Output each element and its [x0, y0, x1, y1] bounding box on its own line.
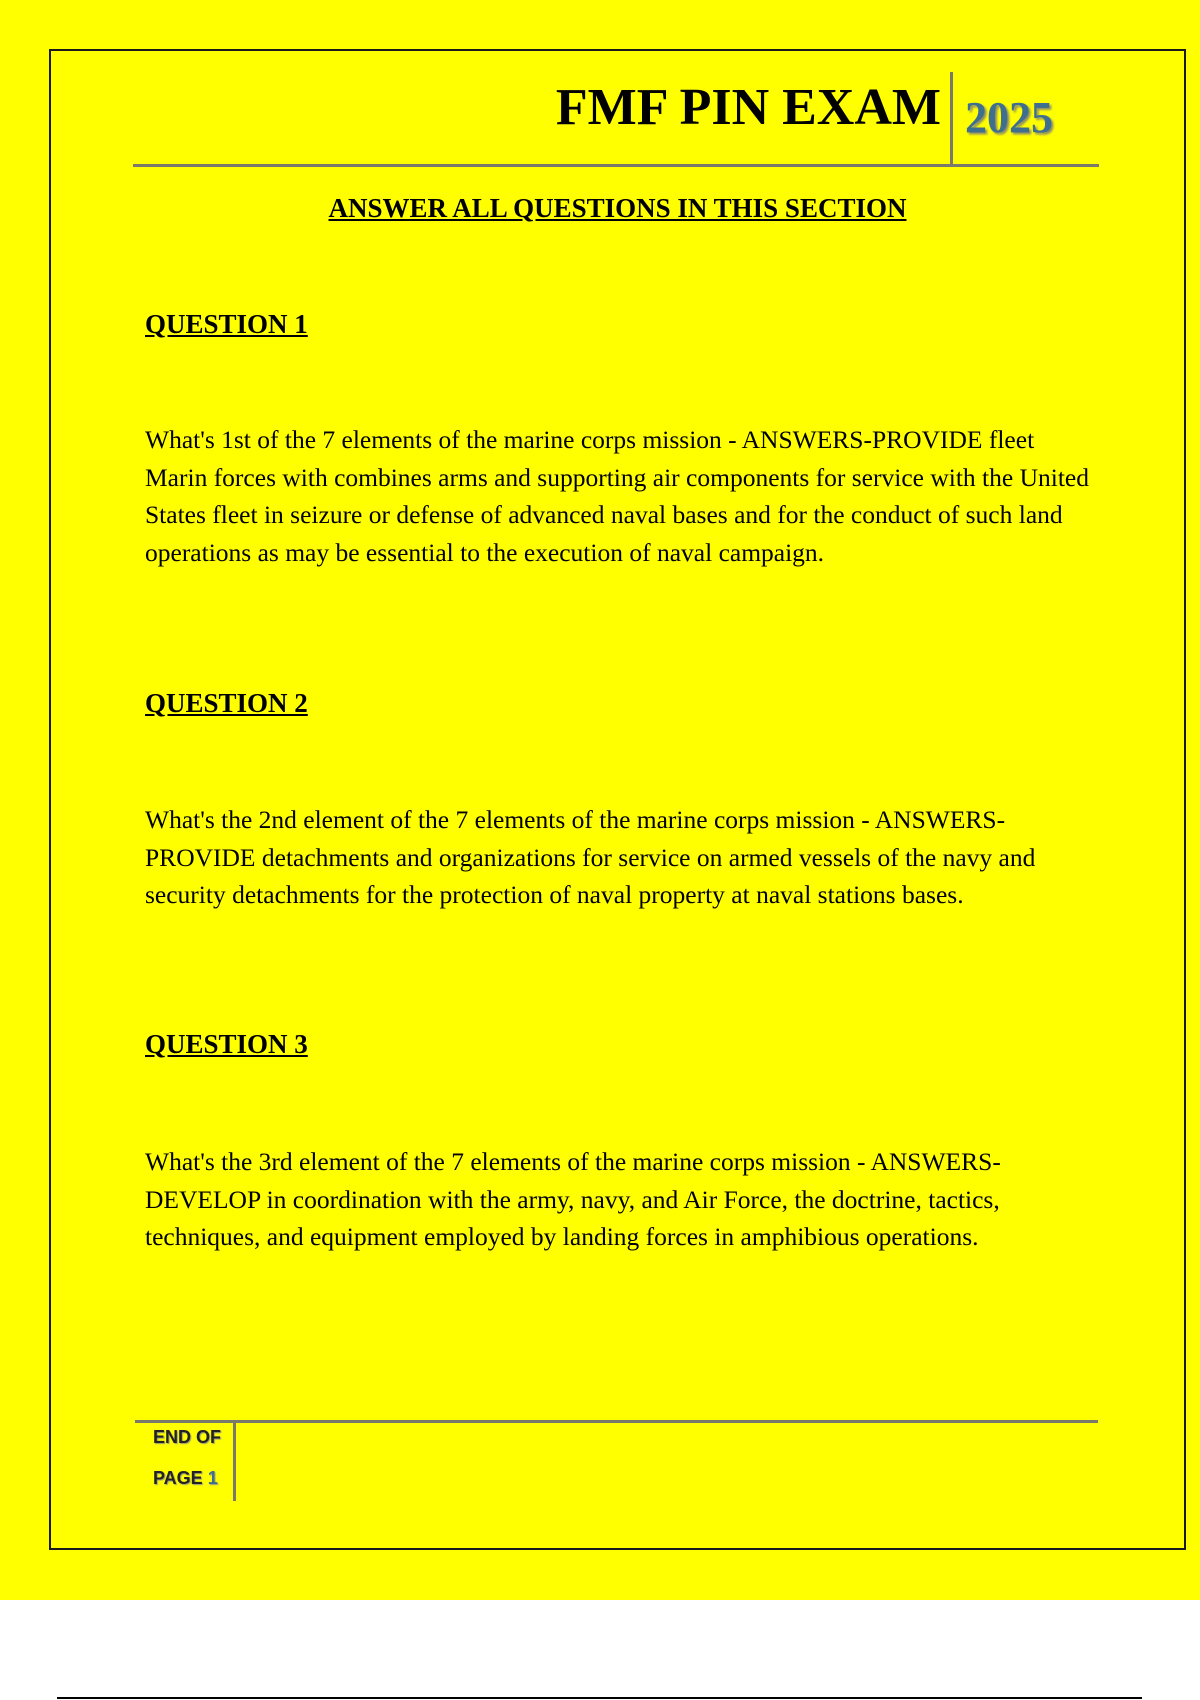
footer-page-label [153, 1468, 218, 1489]
question-3-heading: QUESTION 3 [145, 1029, 308, 1059]
header-divider [950, 72, 953, 164]
page-border-frame [49, 49, 1186, 1550]
question-1-heading: QUESTION 1 [145, 309, 308, 339]
exam-year: 2025 [965, 93, 1053, 142]
section-heading: ANSWER ALL QUESTIONS IN THIS SECTION [328, 193, 907, 223]
page-header [133, 72, 1099, 167]
footer-divider [233, 1423, 236, 1501]
page-footer [135, 1420, 1098, 1501]
question-2-text: What's the 2nd element of the 7 elements of the marine corps mission - ANSWERS-PROVIDE detachments and organizations for service on armed vessels of the navy and security detachments for the protection of naval property at naval stations bases. [145, 805, 1036, 909]
footer-page-number: 1 [207, 1468, 218, 1488]
exam-title: FMF PIN EXAM [555, 79, 941, 136]
question-2-heading: QUESTION 2 [145, 688, 308, 718]
question-1-text: What's 1st of the 7 elements of the marine corps mission - ANSWERS-PROVIDE fleet Marin forces with combines arms and supporting air components for service with the United States fleet in seizure or defense of advanced naval bases and for the conduct of such land operations as may be essential to the execution of naval campaign. [145, 425, 1089, 567]
question-3-text: What's the 3rd element of the 7 elements of the marine corps mission - ANSWERS-DEVELOP in coordination with the army, navy, and Air Force, the doctrine, tactics, techniques, and equipment employed by landing forces in amphibious operations. [145, 1147, 1001, 1251]
footer-end-of: END OF [153, 1427, 222, 1447]
bottom-rule [57, 1697, 1142, 1699]
footer-page-prefix: PAGE [153, 1468, 208, 1488]
